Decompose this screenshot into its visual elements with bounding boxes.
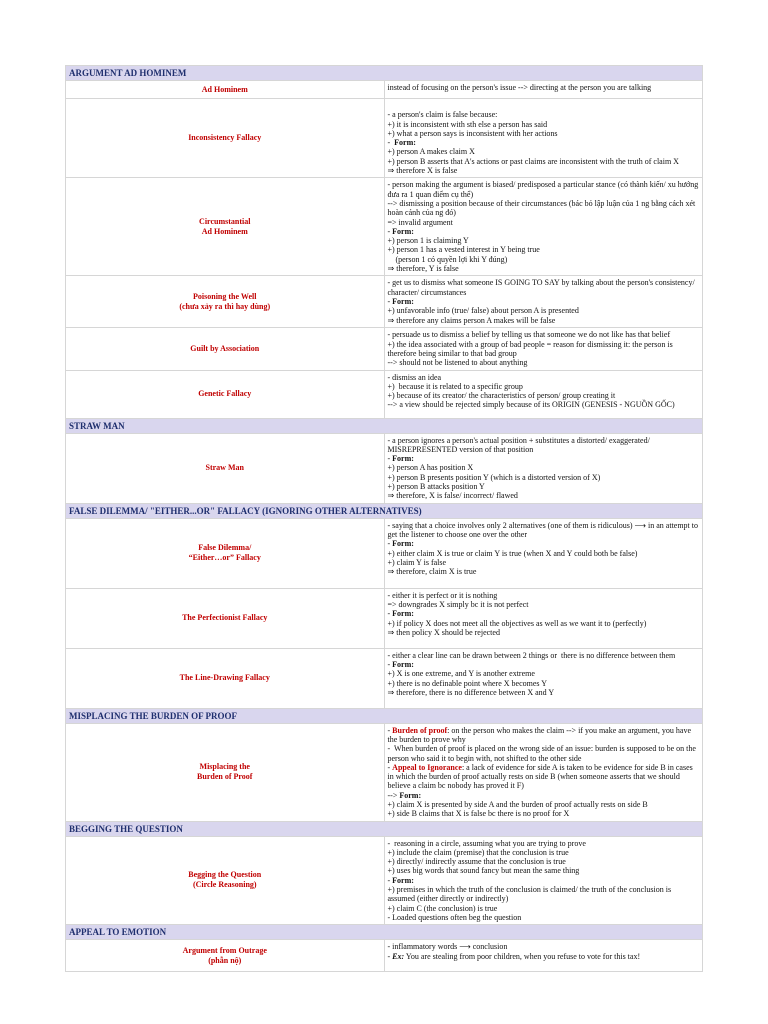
highlighted-term: Appeal to Ignorance: [392, 762, 462, 772]
fallacy-term-circumstantial: [66, 178, 385, 276]
description-line: [388, 382, 700, 391]
description-text: --> should not be listened to about anything: [387, 358, 528, 368]
description-text: - inflammatory words ⟶ conclusion: [387, 942, 508, 952]
description-line: [388, 236, 700, 245]
description-text: ⇒ therefore, Y is false: [387, 264, 459, 274]
description-text: - saying that a choice involves only 2 alternatives (one of them is ridiculous) ⟶ in an attempt to get the listener to choose one over the other: [387, 520, 701, 539]
description-text: +) it is inconsistent with sth else a person has said: [387, 119, 548, 129]
fallacy-row: [66, 723, 703, 821]
description-text: --> dismissing a position because of their circumstances (bác bỏ lập luận của 1 ng bằng cách xét hoàn cảnh của ng đó): [387, 198, 698, 218]
description-text: +) person 1 is claiming Y: [387, 236, 469, 246]
description-line: [388, 255, 700, 264]
fallacy-term-line: (Circle Reasoning): [192, 880, 257, 890]
fallacy-term-poisoning-the-well: [66, 276, 385, 328]
fallacy-term-line: Burden of Proof: [197, 772, 253, 782]
fallacy-row: [66, 178, 703, 276]
description-line: [388, 857, 700, 866]
section-heading: APPEAL TO EMOTION: [66, 925, 703, 940]
description-text: +) because of its creator/ the characteristics of person/ group creating it: [387, 391, 616, 401]
description-line: [388, 609, 700, 618]
description-line: [388, 800, 700, 809]
description-text: +) side B claims that X is false bc there is no proof for X: [387, 809, 570, 819]
description-text: => downgrades X simply bc it is not perfect: [387, 599, 529, 609]
section-header-row: [66, 66, 703, 81]
fallacy-term-line: Inconsistency Fallacy: [188, 133, 262, 143]
description-line: [388, 129, 700, 138]
description-text: : on the person who makes the claim --> if you make an argument, you have the burden to prove why: [387, 725, 693, 744]
fallacy-row: [66, 99, 703, 178]
description-line: [388, 913, 700, 922]
form-label: Form:: [392, 226, 414, 236]
description-text: -->: [387, 790, 400, 800]
description-line: [388, 166, 700, 175]
fallacy-term-line: “Either…or” Fallacy: [188, 553, 261, 563]
description-line: [388, 199, 700, 218]
section-header-row: [66, 418, 703, 433]
description-text: +) either claim X is true or claim Y is true (when X and Y could both be false): [387, 548, 638, 558]
description-line: [388, 866, 700, 875]
description-line: [388, 839, 700, 848]
description-text: +) claim Y is false: [387, 557, 447, 567]
fallacy-term-line: Misplacing the: [199, 762, 250, 772]
description-text: --> a view should be rejected simply because of its ORIGIN (GENESIS - NGUỒN GỐC): [387, 400, 675, 410]
description-text: +) there is no definable point where X becomes Y: [387, 678, 547, 688]
description-text: +) person B presents position Y (which is a distorted version of X): [387, 472, 601, 482]
description-line: [388, 669, 700, 678]
description-line: [388, 491, 700, 500]
description-text: +) what a person says is inconsistent with her actions: [387, 128, 558, 138]
description-line: [388, 83, 700, 92]
description-line: [388, 297, 700, 306]
section-header-row: [66, 925, 703, 940]
description-line: [388, 600, 700, 609]
description-line: [388, 278, 700, 297]
fallacy-term-argument-from-outrage: [66, 940, 385, 972]
fallacy-term-line: False Dilemma/: [198, 543, 252, 553]
description-line: [388, 358, 700, 367]
fallacy-term-line: Argument from Outrage: [182, 945, 267, 955]
description-text: You are stealing from poor children, when you refuse to vote for this tax!: [404, 951, 641, 961]
form-label: Form:: [392, 609, 414, 619]
description-text: ⇒ therefore X is false: [387, 166, 458, 176]
description-line: [388, 688, 700, 697]
description-line: [388, 651, 700, 660]
fallacy-table-body: [66, 66, 703, 972]
description-text: - Loaded questions often beg the question: [387, 912, 522, 922]
fallacy-description: [384, 648, 703, 708]
description-line: [388, 436, 700, 455]
fallacy-description: [384, 433, 703, 503]
example-label: Ex:: [392, 951, 405, 961]
description-text: -: [387, 609, 393, 619]
fallacy-term-line: Straw Man: [205, 463, 244, 473]
description-line: [388, 809, 700, 818]
description-text: -: [387, 875, 393, 885]
description-text: -: [387, 951, 393, 961]
fallacy-term-line: Guilt by Association: [190, 343, 260, 353]
description-text: - reasoning in a circle, assuming what you are trying to prove: [387, 838, 586, 848]
fallacy-description: [384, 178, 703, 276]
description-line: [388, 521, 700, 540]
description-text: +) if policy X does not meet all the objectives as well as we want it to (perfectly): [387, 618, 647, 628]
description-line: [388, 463, 700, 472]
section-heading: BEGGING THE QUESTION: [66, 821, 703, 836]
description-text: - either a clear line can be drawn between 2 things or there is no difference between them: [387, 650, 676, 660]
fallacy-term-line: Ad Hominem: [201, 226, 248, 236]
description-line: [388, 539, 700, 548]
description-line: [388, 558, 700, 567]
form-label: Form:: [399, 790, 422, 800]
description-text: +) because it is related to a specific group: [387, 381, 523, 391]
description-text: +) uses big words that sound fancy but mean the same thing: [387, 866, 580, 876]
description-line: [388, 726, 700, 745]
description-text: +) claim C (the conclusion) is true: [387, 903, 498, 913]
form-label: Form:: [392, 454, 414, 464]
fallacy-description: [384, 328, 703, 370]
fallacy-term-line: The Perfectionist Fallacy: [182, 613, 268, 623]
description-text: +) premises in which the truth of the conclusion is claimed/ the truth of the conclusion is assumed (either directly or indirectly): [387, 885, 674, 904]
description-text: -: [387, 454, 393, 464]
fallacy-term-line: Circumstantial: [199, 216, 251, 226]
form-label: Form:: [392, 659, 414, 669]
description-text: +) person 1 has a vested interest in Y being true: [387, 245, 540, 255]
description-line: [388, 885, 700, 904]
description-text: +) unfavorable info (true/ false) about person A is presented: [387, 306, 579, 316]
description-line: [388, 110, 700, 119]
description-text: +) directly/ indirectly assume that the conclusion is true: [387, 857, 566, 867]
fallacy-term-straw-man: [66, 433, 385, 503]
description-text: ⇒ therefore any claims person A makes will be false: [387, 315, 556, 325]
form-label: Form:: [392, 539, 414, 549]
fallacy-description: [384, 99, 703, 178]
fallacy-term-line: Begging the Question: [188, 870, 262, 880]
fallacy-term-the-perfectionist-fallacy: [66, 588, 385, 648]
description-line: [388, 660, 700, 669]
description-line: [388, 567, 700, 576]
description-line: [388, 679, 700, 688]
description-text: -: [387, 138, 395, 148]
description-text: - dismiss an idea: [387, 372, 442, 382]
fallacy-row: [66, 370, 703, 418]
description-line: [388, 157, 700, 166]
description-text: +) person B asserts that A's actions or past claims are inconsistent with the truth of claim X: [387, 156, 679, 166]
description-line: [388, 330, 700, 339]
description-line: [388, 218, 700, 227]
fallacy-row: [66, 276, 703, 328]
fallacy-term-line: (chưa xảy ra thì hay dùng): [179, 301, 271, 311]
description-line: [388, 306, 700, 315]
description-text: -: [387, 762, 393, 772]
fallacy-term-line: Genetic Fallacy: [198, 389, 252, 399]
description-line: [388, 340, 700, 359]
fallacy-description: [384, 588, 703, 648]
fallacy-term-line: Poisoning the Well: [193, 291, 257, 301]
fallacy-row: [66, 588, 703, 648]
fallacy-row: [66, 433, 703, 503]
description-text: +) the idea associated with a group of bad people = reason for dismissing it: the person is therefore being similar to that bad group: [387, 339, 675, 358]
description-text: +) X is one extreme, and Y is another extreme: [387, 669, 535, 679]
description-text: - a person ignores a person's actual position + substitutes a distorted/ exaggerated/ MISREPRESENTED version of that position: [387, 435, 652, 454]
fallacy-term-line: (phẫn nộ): [208, 955, 242, 965]
description-line: [388, 245, 700, 254]
description-line: [388, 591, 700, 600]
description-line: [388, 316, 700, 325]
description-line: [388, 549, 700, 558]
description-text: : a lack of evidence for side A is taken to be evidence for side B in cases in which the burden of proof actually rests on side B (when someone asserts that we should believe a claim bc nobody has proved it F): [387, 762, 695, 791]
fallacy-description: [384, 276, 703, 328]
description-line: [388, 147, 700, 156]
description-line: [388, 120, 700, 129]
description-text: ⇒ therefore, claim X is true: [387, 567, 477, 577]
description-text: +) include the claim (premise) that the conclusion is true: [387, 847, 569, 857]
fallacy-term-false-dilemma: [66, 518, 385, 588]
description-text: instead of focusing on the person's issue --> directing at the person you are talking: [387, 83, 652, 92]
description-line: [388, 473, 700, 482]
description-line: [388, 400, 700, 409]
description-text: - person making the argument is biased/ predisposed a particular stance (có thành kiến/ xu hướng đưa ra 1 quan điểm cụ thể): [387, 180, 701, 199]
description-text: -: [387, 296, 393, 306]
fallacy-term-the-line-drawing-fallacy: [66, 648, 385, 708]
fallacy-row: [66, 81, 703, 99]
description-text: ⇒ therefore, X is false/ incorrect/ flawed: [387, 491, 518, 501]
description-line: [388, 138, 700, 147]
description-line: [388, 952, 700, 961]
section-header-row: [66, 503, 703, 518]
description-text: -: [387, 226, 393, 236]
section-header-row: [66, 708, 703, 723]
description-line: [388, 264, 700, 273]
fallacy-row: [66, 836, 703, 925]
fallacy-term-genetic-fallacy: [66, 370, 385, 418]
description-text: -: [387, 659, 393, 669]
description-text: - persuade us to dismiss a belief by telling us that someone we do not like has that belief: [387, 330, 671, 340]
fallacy-description: [384, 370, 703, 418]
form-label: Form:: [392, 296, 414, 306]
description-line: [388, 454, 700, 463]
description-text: ⇒ therefore, there is no difference between X and Y: [387, 687, 555, 697]
description-text: - get us to dismiss what someone IS GOING TO SAY by talking about the person's consistency/ character/ circumstances: [387, 278, 697, 297]
description-line: [388, 942, 700, 951]
description-text: +) person A makes claim X: [387, 147, 475, 157]
description-text: ⇒ then policy X should be rejected: [387, 627, 500, 637]
description-text: +) claim X is presented by side A and the burden of proof actually rests on side B: [387, 799, 648, 809]
fallacy-term-begging-the-question: [66, 836, 385, 925]
description-line: [388, 876, 700, 885]
description-text: - When burden of proof is placed on the wrong side of an issue: burden is supposed to be on the person who said it to begin with, not shifted to the other side: [387, 744, 698, 763]
fallacy-table-document: [65, 65, 703, 972]
description-line: [388, 791, 700, 800]
fallacy-term-line: The Line-Drawing Fallacy: [179, 673, 270, 683]
fallacy-description: [384, 836, 703, 925]
description-text: -: [387, 725, 393, 735]
section-heading: ARGUMENT AD HOMINEM: [66, 66, 703, 81]
fallacy-description: [384, 518, 703, 588]
fallacy-row: [66, 328, 703, 370]
highlighted-term: Burden of proof: [392, 725, 448, 735]
form-label: Form:: [392, 875, 414, 885]
description-text: +) person A has position X: [387, 463, 474, 473]
section-heading: STRAW MAN: [66, 418, 703, 433]
fallacy-term-ad-hominem: [66, 81, 385, 99]
description-line: [388, 101, 700, 110]
section-heading: MISPLACING THE BURDEN OF PROOF: [66, 708, 703, 723]
description-text: - a person's claim is false because:: [387, 110, 498, 120]
fallacy-row: [66, 940, 703, 972]
description-text: (person 1 có quyền lợi khi Y đúng): [387, 254, 508, 264]
description-line: [388, 482, 700, 491]
description-line: [388, 628, 700, 637]
description-line: [388, 904, 700, 913]
description-text: => invalid argument: [387, 217, 453, 227]
fallacy-table: [65, 65, 703, 972]
description-line: [388, 848, 700, 857]
fallacy-description: [384, 723, 703, 821]
fallacy-term-guilt-by-association: [66, 328, 385, 370]
fallacy-term-inconsistency-fallacy: [66, 99, 385, 178]
section-heading: FALSE DILEMMA/ "EITHER...OR" FALLACY (IGNORING OTHER ALTERNATIVES): [66, 503, 703, 518]
fallacy-term-misplacing-the: [66, 723, 385, 821]
description-line: [388, 619, 700, 628]
description-line: [388, 744, 700, 763]
description-line: [388, 763, 700, 791]
fallacy-row: [66, 648, 703, 708]
description-line: [388, 227, 700, 236]
fallacy-term-line: Ad Hominem: [201, 84, 248, 94]
form-label: Form:: [394, 138, 416, 148]
fallacy-row: [66, 518, 703, 588]
description-line: [388, 373, 700, 382]
fallacy-description: [384, 940, 703, 972]
fallacy-description: [384, 81, 703, 99]
description-text: - either it is perfect or it is nothing: [387, 590, 498, 600]
section-header-row: [66, 821, 703, 836]
description-line: [388, 180, 700, 199]
description-text: -: [387, 539, 393, 549]
description-text: +) person B attacks position Y: [387, 482, 485, 492]
